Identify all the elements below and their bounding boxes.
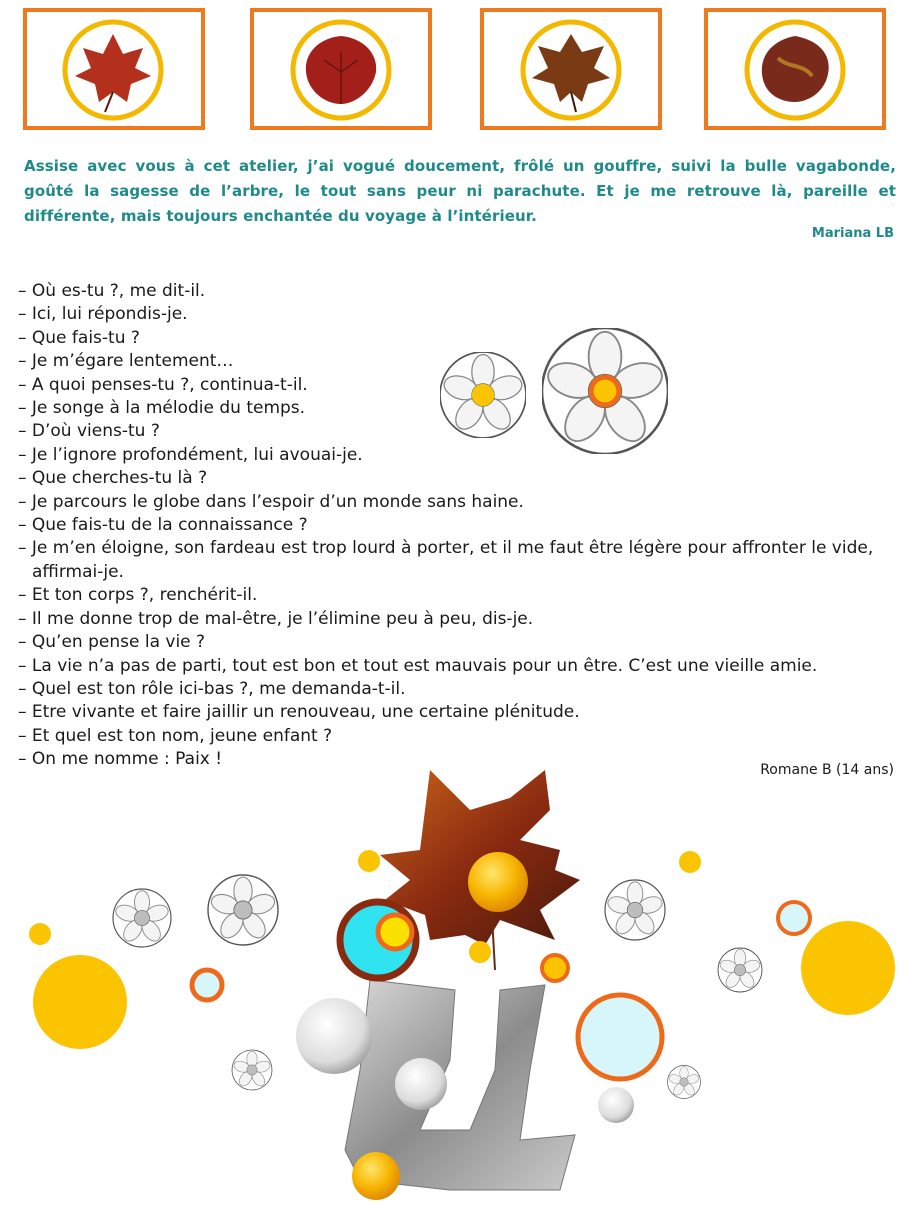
poem-line: – Je m’égare lentement…: [18, 351, 234, 372]
poem-line: – Que fais-tu de la connaissance ?: [18, 515, 308, 536]
poem-author: Romane B (14 ans): [760, 762, 894, 778]
decorative-composition: [0, 770, 920, 1230]
sphere-icon: [598, 1087, 634, 1123]
poem-line: – Que cherches-tu là ?: [18, 468, 208, 489]
vine-leaf-icon: [254, 12, 428, 126]
leaf-frame-4: [704, 8, 886, 130]
ring-icon: [542, 955, 568, 981]
maple-leaf-icon: [27, 12, 201, 126]
circle-icon: [29, 923, 51, 945]
intro-text: Assise avec vous à cet atelier, j’ai vogué doucement, frôlé un gouffre, suivi la bulle vagabonde, goûté la sagesse de l’arbre, le tout sans peur ni parachute. Et je me retrouve là, pareille et différente, mais toujours enchantée du voyage à l’intérieur.: [24, 157, 896, 225]
poem-line: – On me nomme : Paix !: [18, 749, 223, 770]
circle-icon: [358, 850, 380, 872]
poem-line: – Je l’ignore profondément, lui avouai-je.: [18, 444, 363, 465]
daisy-icon: [668, 1066, 701, 1099]
poem-line: – Je m’en éloigne, son fardeau est trop lourd à porter, et il me faut être légère pour affronter le vide, affirmai-je.: [18, 538, 874, 582]
poem-line: – Et quel est ton nom, jeune enfant ?: [18, 725, 333, 746]
leaf-frame-2: [250, 8, 432, 130]
circle-icon: [801, 921, 895, 1015]
daisy-icon: [718, 948, 762, 992]
poem-line: – Où es-tu ?, me dit-il.: [18, 281, 206, 301]
poem-line: – A quoi penses-tu ?, continua-t-il.: [18, 374, 308, 395]
sphere-icon: [352, 1152, 400, 1200]
daisy-icon: [605, 880, 665, 940]
daisy-icon: [440, 352, 526, 438]
circle-icon: [33, 955, 127, 1049]
poem-line: – Etre vivante et faire jaillir un renouveau, une certaine plénitude.: [18, 702, 580, 723]
leaf-frame-3: [480, 8, 662, 130]
maple-leaf-icon: [484, 12, 658, 126]
poem-line: – Ici, lui répondis-je.: [18, 304, 188, 325]
poem-line: – Je parcours le globe dans l’espoir d’un monde sans haine.: [18, 491, 524, 512]
sphere-icon: [296, 998, 372, 1074]
poem-line: – La vie n’a pas de parti, tout est bon et tout est mauvais pour un être. C’est une vieille amie.: [18, 655, 818, 676]
poem-line: – D’où viens-tu ?: [18, 421, 160, 442]
daisy-icon: [542, 328, 668, 454]
circle-icon: [469, 941, 491, 963]
daisy-icon: [113, 889, 171, 947]
vine-leaf-icon: [708, 12, 882, 126]
poem-line: – Et ton corps ?, renchérit-il.: [18, 585, 258, 606]
poem-line: – Il me donne trop de mal-être, je l’élimine peu à peu, dis-je.: [18, 608, 534, 629]
poem-line: – Qu’en pense la vie ?: [18, 632, 206, 653]
daisy-icon: [208, 875, 278, 945]
ring-icon: [192, 970, 222, 1000]
sphere-icon: [468, 852, 528, 912]
poem-line: – Que fais-tu ?: [18, 327, 140, 348]
ring-icon: [378, 915, 412, 949]
daisy-icon: [232, 1050, 272, 1090]
ring-icon: [578, 995, 662, 1079]
ring-icon: [778, 902, 810, 934]
poem-line: – Quel est ton rôle ici-bas ?, me demanda-t-il.: [18, 678, 406, 699]
circle-icon: [679, 851, 701, 873]
intro-author: Mariana LB: [811, 226, 894, 241]
poem-line: – Je songe à la mélodie du temps.: [18, 398, 306, 419]
leaf-frame-1: [23, 8, 205, 130]
sphere-icon: [395, 1058, 447, 1110]
